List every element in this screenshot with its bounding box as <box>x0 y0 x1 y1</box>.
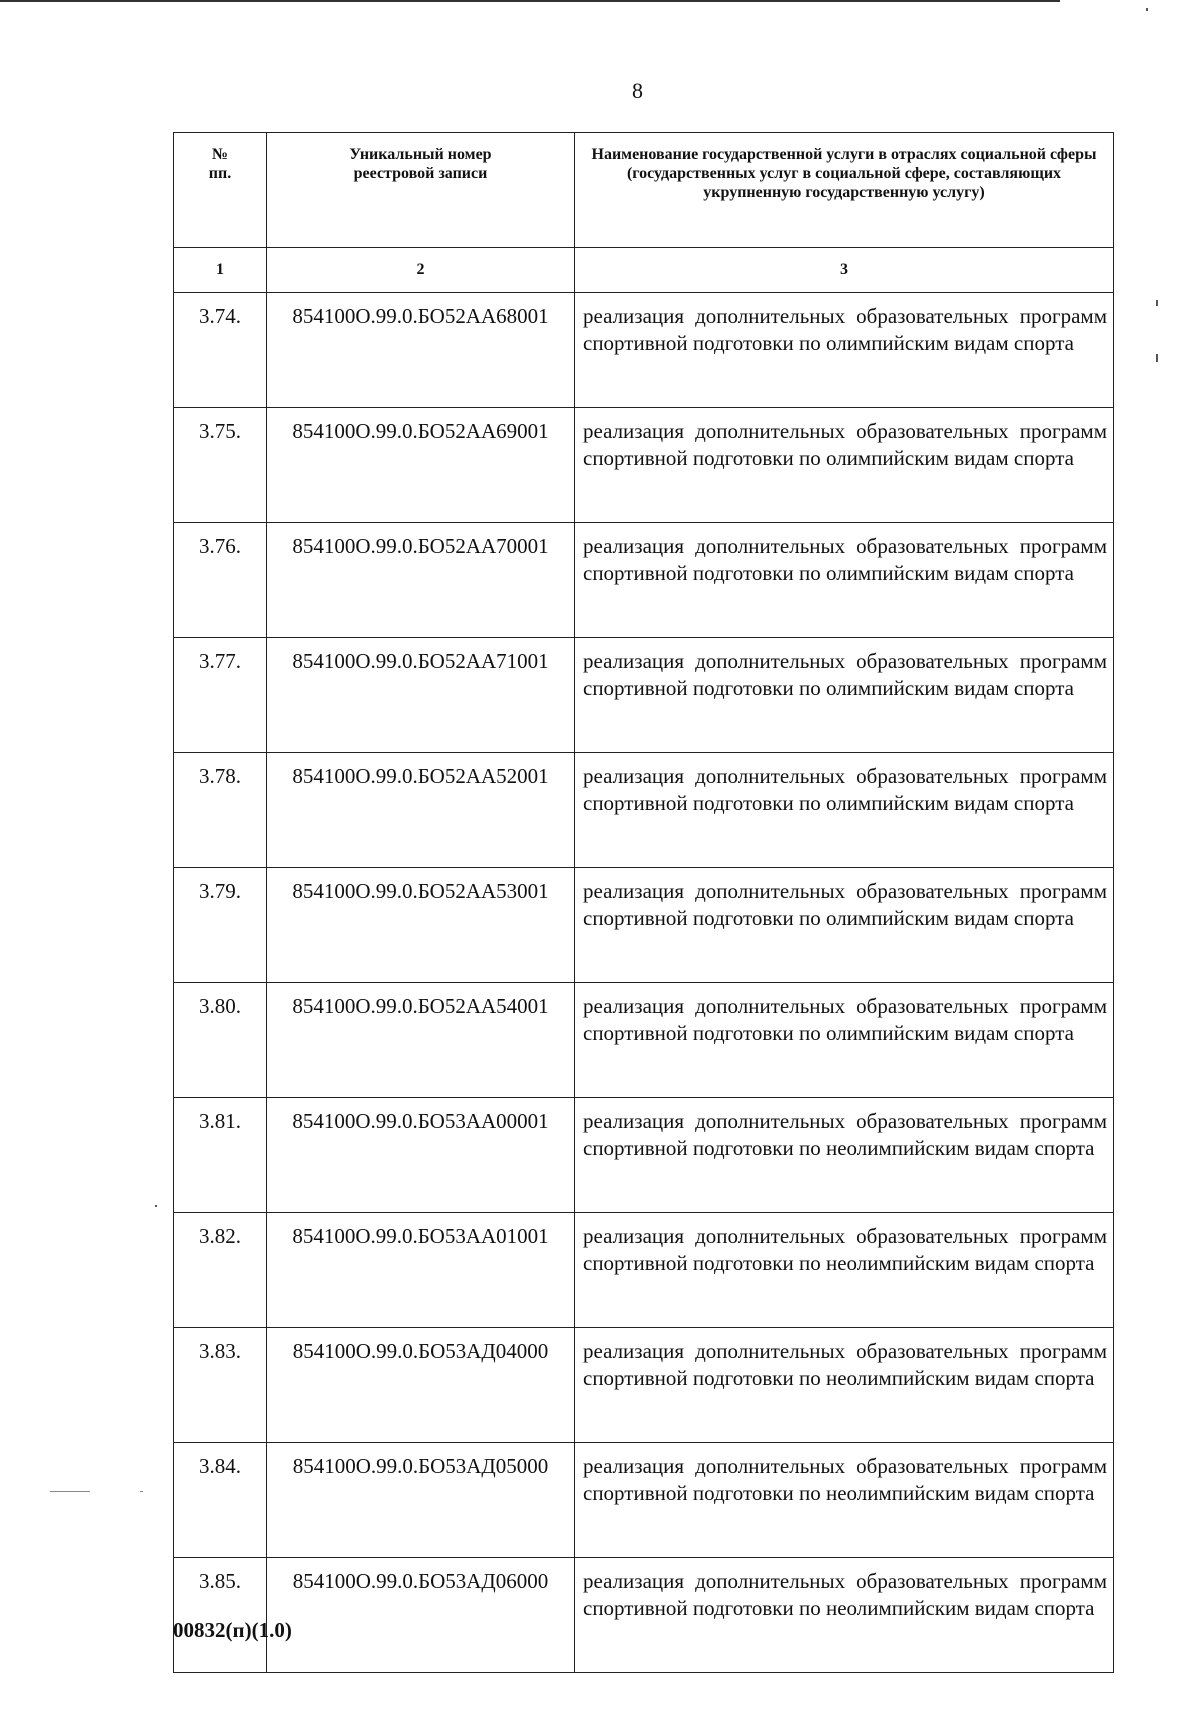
row-number: 3.82. <box>174 1213 267 1328</box>
header-service-name: Наименование государственной услуги в отраслях социальной сферы (государственных услуг в социальной сфере, составляющих укрупненную государственную услугу) <box>575 133 1114 248</box>
service-name: реализация дополнительных образовательных программ спортивной подготовки по неолимпийским видам спорта <box>575 1098 1114 1213</box>
registry-code: 854100О.99.0.БО52АА70001 <box>267 523 575 638</box>
registry-code: 854100О.99.0.БО53АА00001 <box>267 1098 575 1213</box>
scan-speck <box>50 1491 90 1492</box>
registry-code: 854100О.99.0.БО53АД05000 <box>267 1443 575 1558</box>
service-name: реализация дополнительных образовательных программ спортивной подготовки по олимпийским видам спорта <box>575 753 1114 868</box>
registry-code: 854100О.99.0.БО53АД06000 <box>267 1558 575 1673</box>
service-name: реализация дополнительных образовательных программ спортивной подготовки по неолимпийским видам спорта <box>575 1443 1114 1558</box>
scan-speck <box>155 1205 157 1207</box>
registry-code: 854100О.99.0.БО52АА71001 <box>267 638 575 753</box>
page-number: 8 <box>632 78 643 103</box>
row-number: 3.77. <box>174 638 267 753</box>
row-number: 3.78. <box>174 753 267 868</box>
service-name: реализация дополнительных образовательных программ спортивной подготовки по олимпийским видам спорта <box>575 523 1114 638</box>
column-number: 3 <box>575 248 1114 293</box>
service-name: реализация дополнительных образовательных программ спортивной подготовки по олимпийским видам спорта <box>575 408 1114 523</box>
table-row <box>174 983 1114 1098</box>
header-number: № пп. <box>174 133 267 248</box>
scan-speck <box>1156 354 1158 362</box>
row-number: 3.75. <box>174 408 267 523</box>
service-name: реализация дополнительных образовательных программ спортивной подготовки по олимпийским видам спорта <box>575 983 1114 1098</box>
registry-code: 854100О.99.0.БО52АА68001 <box>267 293 575 408</box>
scan-speck <box>1156 300 1158 306</box>
table-row <box>174 523 1114 638</box>
table-row <box>174 1213 1114 1328</box>
table-row <box>174 753 1114 868</box>
service-name: реализация дополнительных образовательных программ спортивной подготовки по олимпийским видам спорта <box>575 868 1114 983</box>
table-row <box>174 868 1114 983</box>
registry-code: 854100О.99.0.БО53АА01001 <box>267 1213 575 1328</box>
table-row <box>174 638 1114 753</box>
row-number: 3.76. <box>174 523 267 638</box>
table-row <box>174 1328 1114 1443</box>
scan-speck <box>1146 8 1148 11</box>
table-row <box>174 1098 1114 1213</box>
scan-top-border <box>0 0 1060 2</box>
table-row <box>174 1443 1114 1558</box>
table-row <box>174 293 1114 408</box>
row-number: 3.80. <box>174 983 267 1098</box>
document-footer-code: 00832(п)(1.0) <box>173 1618 292 1642</box>
row-number: 3.74. <box>174 293 267 408</box>
service-name: реализация дополнительных образовательных программ спортивной подготовки по неолимпийским видам спорта <box>575 1328 1114 1443</box>
service-name: реализация дополнительных образовательных программ спортивной подготовки по неолимпийским видам спорта <box>575 1558 1114 1673</box>
registry-table <box>173 132 1114 1673</box>
column-number: 2 <box>267 248 575 293</box>
scan-speck <box>140 1491 143 1492</box>
registry-code: 854100О.99.0.БО52АА52001 <box>267 753 575 868</box>
registry-code: 854100О.99.0.БО52АА53001 <box>267 868 575 983</box>
registry-code: 854100О.99.0.БО53АД04000 <box>267 1328 575 1443</box>
registry-code: 854100О.99.0.БО52АА54001 <box>267 983 575 1098</box>
row-number: 3.84. <box>174 1443 267 1558</box>
header-registry-code: Уникальный номер реестровой записи <box>267 133 575 248</box>
service-name: реализация дополнительных образовательных программ спортивной подготовки по неолимпийским видам спорта <box>575 1213 1114 1328</box>
row-number: 3.83. <box>174 1328 267 1443</box>
table-row <box>174 408 1114 523</box>
table-row <box>174 1558 1114 1673</box>
service-name: реализация дополнительных образовательных программ спортивной подготовки по олимпийским видам спорта <box>575 293 1114 408</box>
table-header-row <box>174 133 1114 248</box>
column-number: 1 <box>174 248 267 293</box>
service-name: реализация дополнительных образовательных программ спортивной подготовки по олимпийским видам спорта <box>575 638 1114 753</box>
row-number: 3.81. <box>174 1098 267 1213</box>
registry-code: 854100О.99.0.БО52АА69001 <box>267 408 575 523</box>
row-number: 3.85. <box>174 1558 267 1673</box>
column-number-row <box>174 248 1114 293</box>
row-number: 3.79. <box>174 868 267 983</box>
